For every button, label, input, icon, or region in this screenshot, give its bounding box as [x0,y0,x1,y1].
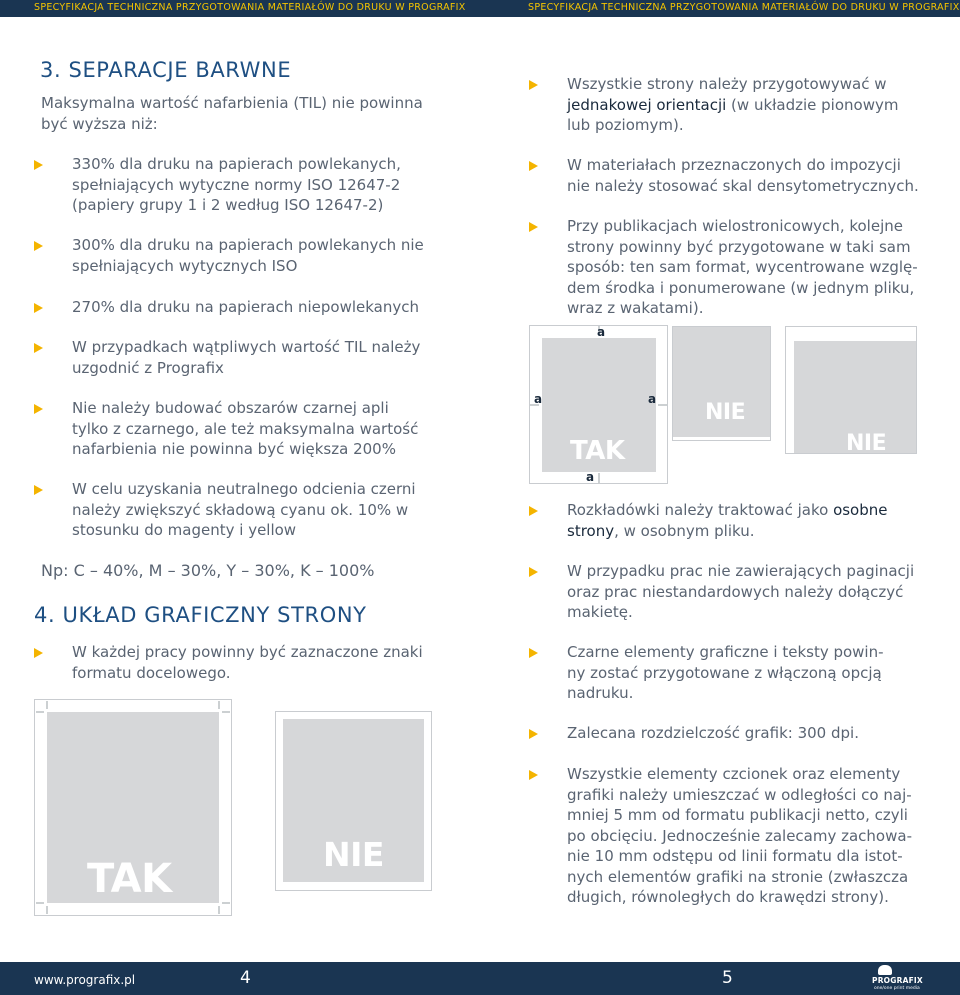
bullet-line: W każdej pracy powinny być zaznaczone znaki [72,643,423,661]
tak-label: TAK [570,436,625,466]
bullet-line: Przy publikacjach wielostronicowych, kolejne [567,217,903,235]
bullet-triangle-icon [34,343,43,353]
bullet-line: formatu docelowego. [72,663,231,682]
bullet-line: grafiki należy umieszczać w odległości co naj- [567,785,912,804]
bullet-resolution [529,723,929,744]
bullet-line: ny zostać przygotowane z włączoną opcją [567,663,882,682]
header-title-left: SPECYFIKACJA TECHNICZNA PRZYGOTOWANIA MATERIAŁÓW DO DRUKU W PROGRAFIX [34,2,466,13]
bullet-safe-margins [529,764,929,908]
bullet-overprint [529,642,929,704]
bullet-line: sposób: ten sam format, wycentrowane wzglę- [567,258,918,276]
bullet-triangle-icon [529,567,538,577]
margin-a-left: a [534,392,543,406]
tak-label: TAK [87,856,172,902]
bullet-triangle-icon [34,160,43,170]
bullet-triangle-icon [529,80,538,90]
intro-line: być wyższa niż: [41,114,158,133]
bullet-triangle-icon [529,222,538,232]
prografix-logo [872,965,932,993]
bullet-impozycja [529,155,929,196]
bullet-line: oraz prac niestandardowych należy dołączyć [567,582,904,601]
bullet-multipage [529,216,929,319]
bullet-line: wraz z wakatami). [567,299,704,317]
bullet-line: dem środka i ponumerowane (w jednym pliku, [567,278,915,297]
bullet-triangle-icon [34,404,43,414]
bullet-line: makietę. [567,603,633,621]
bullet-text: , w osobnym pliku. [614,521,755,540]
bullet-line: nafarbienia nie powinna być większa 200% [72,440,396,458]
logo-mark-icon [878,965,892,975]
bullet-til-300 [34,235,474,276]
bullet-line: uzgodnić z Prografix [72,358,224,377]
bullet-line: W przypadku prac nie zawierających paginacji [567,562,915,580]
bullet-line: 300% dla druku na papierach powlekanych nie [72,236,424,254]
tak-example-frame [34,699,232,916]
bullet-triangle-icon [529,770,538,780]
bullet-line: nie należy stosować skal densytometrycznych. [567,176,919,195]
margin-a-top: a [597,325,606,339]
nie-offset-frame-1 [672,326,771,441]
bullet-line: 330% dla druku na papierach powlekanych, [72,155,401,173]
bullet-line: tylko z czarnego, ale też maksymalna wartość [72,419,419,438]
bullet-triangle-icon [34,485,43,495]
bullet-text: Rozkładówki należy traktować jako [567,501,834,519]
page-number-left: 4 [240,968,251,988]
bullet-line: W przypadkach wątpliwych wartość TIL należy [72,338,421,356]
margin-a-right: a [648,392,657,406]
bullet-format-marks [34,642,474,683]
bullet-til-270 [34,297,474,318]
intro-line: Maksymalna wartość nafarbienia (TIL) nie powinna [41,94,423,112]
bullet-line: spełniających wytycznych ISO [72,256,298,275]
bullet-triangle-icon [34,241,43,251]
nie-label: NIE [705,400,746,425]
bullet-line: strony powinny być przygotowane w taki sam [567,237,911,256]
tak-centered-page [542,338,656,472]
nie-offset-page-2 [794,341,916,456]
bullet-line: Nie należy budować obszarów czarnej apli [72,399,389,417]
bullet-line: spełniających wytyczne normy ISO 12647-2 [72,175,401,194]
bullet-triangle-icon [529,506,538,516]
bullet-line: (papiery grupy 1 i 2 według ISO 12647-2) [72,196,384,214]
margin-a-bottom: a [586,470,595,484]
bullet-line: stosunku do magenty i yellow [72,521,297,539]
bullet-black-solid [34,398,474,460]
bullet-line: Zalecana rozdzielczość grafik: 300 dpi. [567,724,859,742]
bullet-til-330 [34,154,474,216]
bullet-triangle-icon [34,648,43,658]
logo-name: PROGRAFIX [872,976,923,985]
bullet-line: nadruku. [567,684,634,702]
bullet-triangle-icon [34,303,43,313]
bullet-orientation [529,74,929,136]
header-bar [0,0,960,17]
bullet-line: Czarne elementy graficzne i teksty powin- [567,643,884,661]
bullet-line [567,521,929,542]
page-number-right: 5 [722,968,733,988]
logo-tagline: one/one print media [874,986,920,991]
bullet-line: W celu uzyskania neutralnego odcienia czerni [72,480,416,498]
nie-offset-frame-2 [785,326,917,454]
bullet-line: nych elementów grafiki na stronie (zwłaszcza [567,867,909,886]
bullet-line: W materiałach przeznaczonych do impozycji [567,156,901,174]
nie-label: NIE [846,431,887,456]
emphasis-text: osobne [833,501,888,519]
bullet-line [567,500,929,521]
bullet-triangle-icon [529,729,538,739]
nie-offset-page-1 [673,327,770,437]
nie-page [283,719,424,882]
section-4-title: 4. UKŁAD GRAFICZNY STRONY [34,603,367,627]
section-3-title: 3. SEPARACJE BARWNE [40,58,292,82]
nie-label: NIE [323,835,384,874]
footer-website-link[interactable]: www.prografix.pl [34,973,136,987]
bullet-line: mniej 5 mm od formatu publikacji netto, czyli [567,806,908,824]
bullet-neutral-black [34,479,474,541]
header-title-right: SPECYFIKACJA TECHNICZNA PRZYGOTOWANIA MATERIAŁÓW DO DRUKU W PROGRAFIX [528,2,960,13]
bullet-mockup [529,561,929,623]
bullet-line [567,95,929,116]
cmyk-example: Np: C – 40%, M – 30%, Y – 30%, K – 100% [41,561,375,580]
bullet-triangle-icon [529,648,538,658]
footer-bar [0,962,960,995]
bullet-line: należy zwiększyć składową cyanu ok. 10% w [72,500,409,519]
bullet-line: nie 10 mm odstępu od linii formatu dla istot- [567,847,903,865]
bullet-line: Wszystkie elementy czcionek oraz elementy [567,765,901,783]
bullet-line: długich, równoległych do krawędzi strony). [567,888,889,906]
bullet-line: Wszystkie strony należy przygotowywać w [567,75,887,93]
bullet-line: lub poziomym). [567,116,684,134]
bullet-spreads [529,500,929,541]
intro-text [41,93,423,134]
bullet-line: po obcięciu. Jednocześnie zalecamy zachowa- [567,826,912,845]
tak-page [47,712,219,903]
bullet-triangle-icon [529,161,538,171]
emphasis-text: strony [567,521,615,540]
emphasis-text: jednakowej orientacji [567,95,727,114]
bullet-til-doubt [34,337,474,378]
bullet-text: (w układzie pionowym [726,95,899,114]
nie-example-frame [275,711,432,891]
bullet-line: 270% dla druku na papierach niepowlekanych [72,298,419,316]
